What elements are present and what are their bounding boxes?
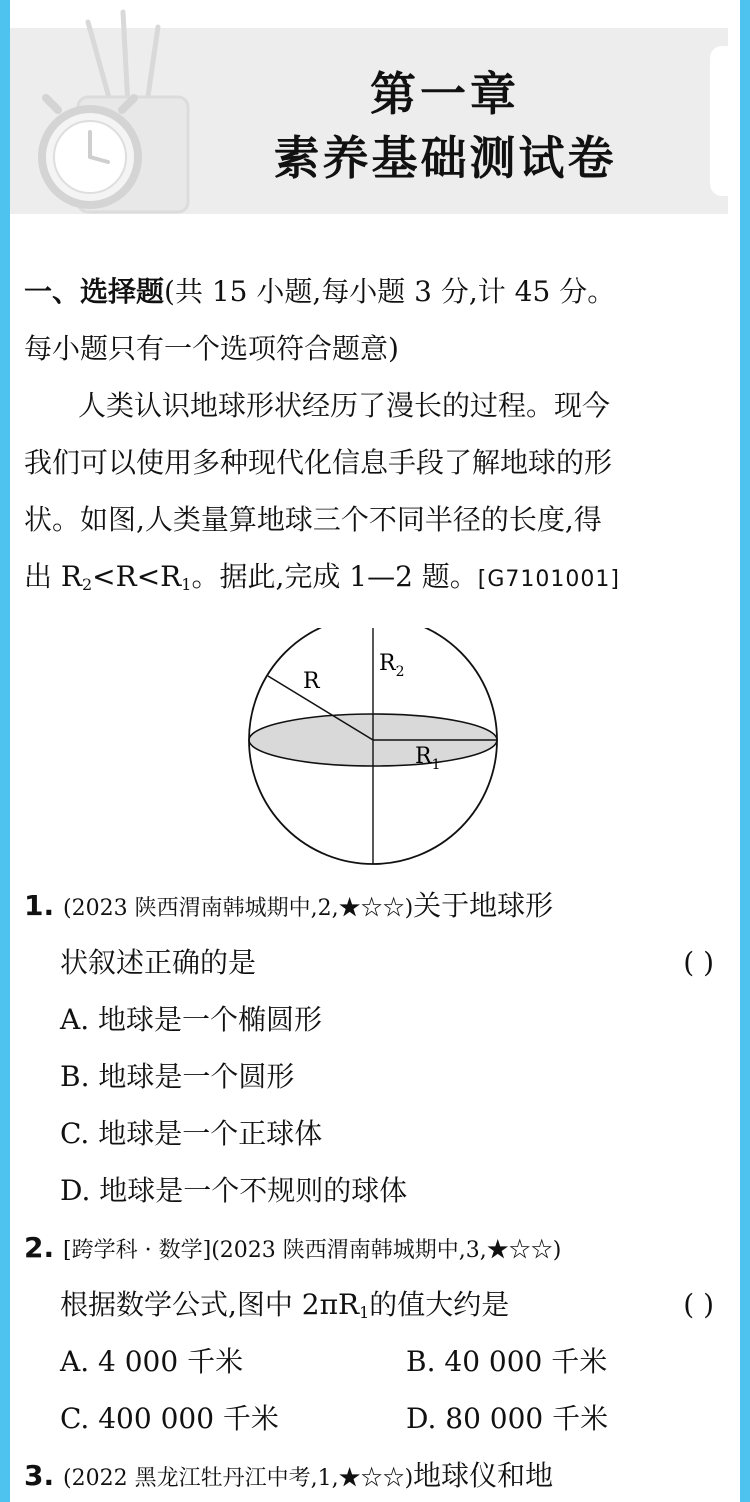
question-source: (2023 陕西渭南韩城期中,3,★☆☆) (211, 1238, 562, 1263)
intro-line-3: 状。如图,人类量算地球三个不同半径的长度,得 (24, 503, 602, 536)
q2-options-row-2 (60, 1399, 714, 1439)
answer-blank[interactable]: ( ) (683, 1288, 714, 1321)
subscript: 1 (181, 575, 192, 594)
subscript: 2 (81, 575, 93, 594)
chapter-title: 第一章 (370, 67, 520, 121)
label-r1: $R_1$ (415, 744, 441, 773)
question-code: [G7101001] (477, 567, 620, 592)
intro-text: 出 R (24, 560, 82, 593)
header-notch (710, 46, 730, 196)
question-tag: [跨学科 · 数学] (63, 1238, 212, 1263)
label-r2: $R_2$ (379, 651, 405, 680)
question-stem: 状叙述正确的是 (60, 946, 257, 979)
q2-option-d[interactable]: D. 80 000 千米 (406, 1402, 609, 1435)
question-stem: 地球仪和地 (413, 1459, 554, 1492)
q1-option-d[interactable]: D. 地球是一个不规则的球体 (60, 1174, 408, 1207)
q2-option-b[interactable]: B. 40 000 千米 (406, 1345, 608, 1378)
question-2-line-1 (24, 1228, 714, 1271)
earth-radius-diagram (235, 628, 515, 878)
page (10, 0, 740, 1502)
question-source: (2022 黑龙江牡丹江中考,1,★☆☆) (63, 1466, 414, 1491)
section-title: 一、选择题 (24, 275, 165, 308)
question-1-line-2 (60, 943, 714, 983)
question-stem: 根据数学公式,图中 2πR (60, 1288, 360, 1321)
pen-holder-clock-icon (18, 2, 198, 217)
intro-line-1: 人类认识地球形状经历了漫长的过程。现今 (78, 389, 611, 422)
question-stem: 关于地球形 (413, 889, 554, 922)
q1-option-a[interactable]: A. 地球是一个椭圆形 (60, 1003, 323, 1036)
question-1-line-1 (24, 886, 714, 929)
intro-text: <R<R (92, 560, 182, 593)
question-number: 1. (24, 889, 55, 922)
question-number: 3. (24, 1459, 55, 1492)
section-desc: (共 15 小题,每小题 3 分,计 45 分。 (164, 275, 616, 308)
question-3-line-1 (24, 1456, 714, 1499)
intro-line-2: 我们可以使用多种现代化信息手段了解地球的形 (24, 446, 613, 479)
question-source: (2023 陕西渭南韩城期中,2,★☆☆) (63, 896, 414, 921)
intro-line-4 (24, 557, 714, 605)
q1-option-b[interactable]: B. 地球是一个圆形 (60, 1060, 295, 1093)
q2-option-a[interactable]: A. 4 000 千米 (60, 1345, 244, 1378)
question-number: 2. (24, 1231, 55, 1264)
intro-text: 。据此,完成 1—2 题。 (191, 560, 478, 593)
label-r: R (303, 669, 320, 694)
subscript: 1 (359, 1303, 370, 1322)
section-desc-line2: 每小题只有一个选项符合题意) (24, 332, 399, 365)
question-stem: 的值大约是 (369, 1288, 510, 1321)
section-heading (24, 272, 714, 312)
q1-option-c[interactable]: C. 地球是一个正球体 (60, 1117, 323, 1150)
q2-option-c[interactable]: C. 400 000 千米 (60, 1402, 279, 1435)
q2-options-row-1 (60, 1342, 714, 1382)
test-subtitle: 素养基础测试卷 (273, 131, 617, 185)
question-2-line-2 (60, 1285, 714, 1333)
answer-blank[interactable]: ( ) (683, 946, 714, 979)
